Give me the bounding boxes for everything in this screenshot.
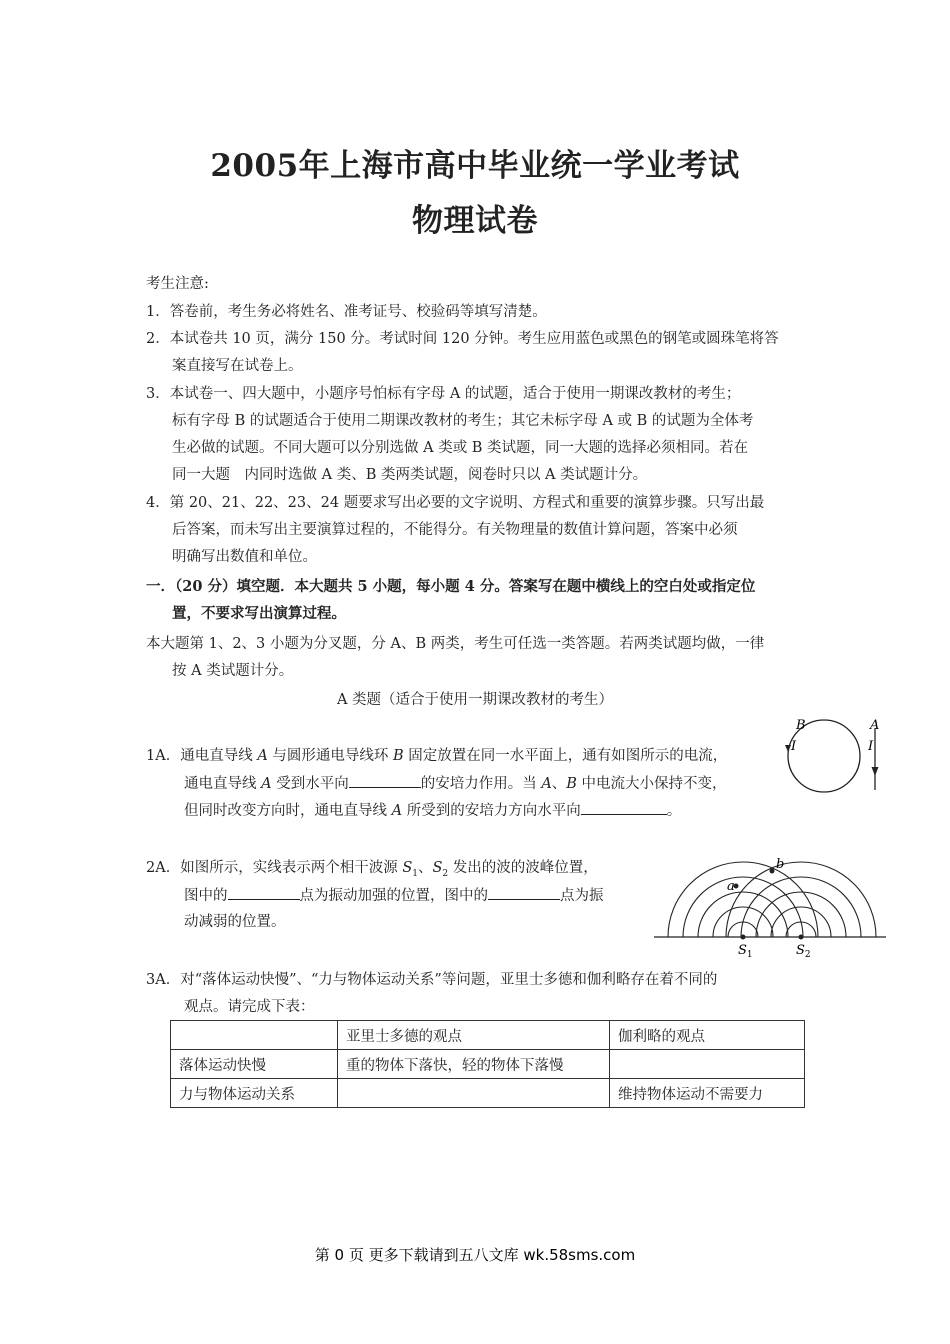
answer-cell[interactable]	[610, 1050, 805, 1079]
source-s1-label: $S_1$	[738, 943, 753, 960]
exam-subtitle: 物理试卷	[412, 203, 538, 239]
question-1a-line: 通电直导线 A 受到水平向 的安培力作用。当 A、B 中电流大小保持不变，	[184, 773, 727, 794]
table-cell: 落体运动快慢	[171, 1050, 338, 1079]
table-row	[171, 1079, 805, 1108]
label-a: A	[870, 718, 880, 733]
question-3a-line: 3A．对“落体运动快慢”、“力与物体运动关系”等问题，亚里士多德和伽利略存在着不同的	[146, 972, 718, 988]
section-heading: 置，不要求写出演算过程。	[172, 605, 346, 622]
current-label: I	[868, 739, 874, 754]
answer-blank[interactable]	[349, 773, 421, 788]
notice-line: 标有字母 B 的试题适合于使用二期课改教材的考生；其它未标字母 A 或 B 的试题为全体考	[172, 413, 754, 429]
answer-cell[interactable]	[338, 1079, 610, 1108]
notice-line: 1．答卷前，考生务必将姓名、准考证号、校验码等填写清楚。	[146, 304, 547, 320]
table-cell: 重的物体下落快，轻的物体下落慢	[338, 1050, 610, 1079]
point-b-label: b	[776, 857, 785, 872]
notice-line: 3．本试卷一、四大题中，小题序号怕标有字母 A 的试题，适合于使用一期课改教材的考生；	[146, 386, 741, 402]
section-description: 按 A 类试题计分。	[172, 663, 294, 679]
source-s2-label: $S_2$	[796, 943, 811, 960]
notice-line: 明确写出数值和单位。	[172, 549, 317, 565]
table-row	[171, 1050, 805, 1079]
answer-blank[interactable]	[581, 800, 667, 815]
subsection-heading: A 类题（适合于使用一期课改教材的考生）	[336, 692, 614, 708]
notice-line: 4．第 20、21、22、23、24 题要求写出必要的文字说明、方程式和重要的演算步骤。只写出最	[146, 495, 765, 511]
notice-line: 案直接写在试卷上。	[172, 358, 303, 374]
label-b: B	[796, 718, 806, 733]
wire-loop-figure	[785, 712, 885, 797]
notice-line: 后答案，而未写出主要演算过程的，不能得分。有关物理量的数值计算问题，答案中必须	[172, 522, 738, 538]
answer-blank[interactable]	[488, 885, 560, 900]
section-description: 本大题第 1、2、3 小题为分叉题，分 A、B 两类，考生可任选一类答题。若两类试题均做，一律	[146, 636, 765, 652]
table-cell	[171, 1021, 338, 1050]
question-1a-line: 但同时改变方向时，通电直导线 A 所受到的安培力方向水平向 。	[184, 800, 681, 821]
exam-title: 2005年上海市高中毕业统一学业考试	[210, 148, 740, 184]
question-2a-line: 图中的 点为振动加强的位置，图中的 点为振	[184, 885, 604, 906]
notice-heading: 考生注意:	[146, 276, 209, 292]
table-header-row	[171, 1021, 805, 1050]
page-footer: 第 0 页 更多下载请到五八文库 wk.58sms.com	[314, 1246, 636, 1264]
notice-line: 同一大题 内同时选做 A 类、B 类两类试题，阅卷时只以 A 类试题计分。	[172, 467, 648, 483]
table-header-cell: 亚里士多德的观点	[338, 1021, 610, 1050]
point-a-label: a	[727, 879, 735, 894]
notice-line: 生必做的试题。不同大题可以分别选做 A 类或 B 类试题，同一大题的选择必须相同。若在	[172, 440, 749, 456]
section-heading: 一．（20 分）填空题．本大题共 5 小题，每小题 4 分。答案写在题中横线上的空白处或指定位	[146, 578, 756, 595]
current-label: I	[791, 739, 797, 754]
question-2a-line: 2A．如图所示，实线表示两个相干波源 $S_1$、$S_2$ 发出的波的波峰位置，	[146, 860, 598, 879]
answer-blank[interactable]	[228, 885, 300, 900]
question-3a-line: 观点。请完成下表：	[184, 999, 315, 1015]
question-2a-line: 动减弱的位置。	[184, 914, 286, 930]
table-header-cell: 伽利略的观点	[610, 1021, 805, 1050]
viewpoint-table	[170, 1020, 805, 1108]
wave-interference-figure	[650, 850, 890, 960]
table-cell: 力与物体运动关系	[171, 1079, 338, 1108]
table-cell: 维持物体运动不需要力	[610, 1079, 805, 1108]
question-1a-line: 1A．通电直导线 A 与圆形通电导线环 B 固定放置在同一水平面上，通有如图所示的电流，	[146, 748, 728, 764]
notice-line: 2．本试卷共 10 页，满分 150 分。考试时间 120 分钟。考生应用蓝色或黑色的钢笔或圆珠笔将答	[146, 331, 779, 347]
